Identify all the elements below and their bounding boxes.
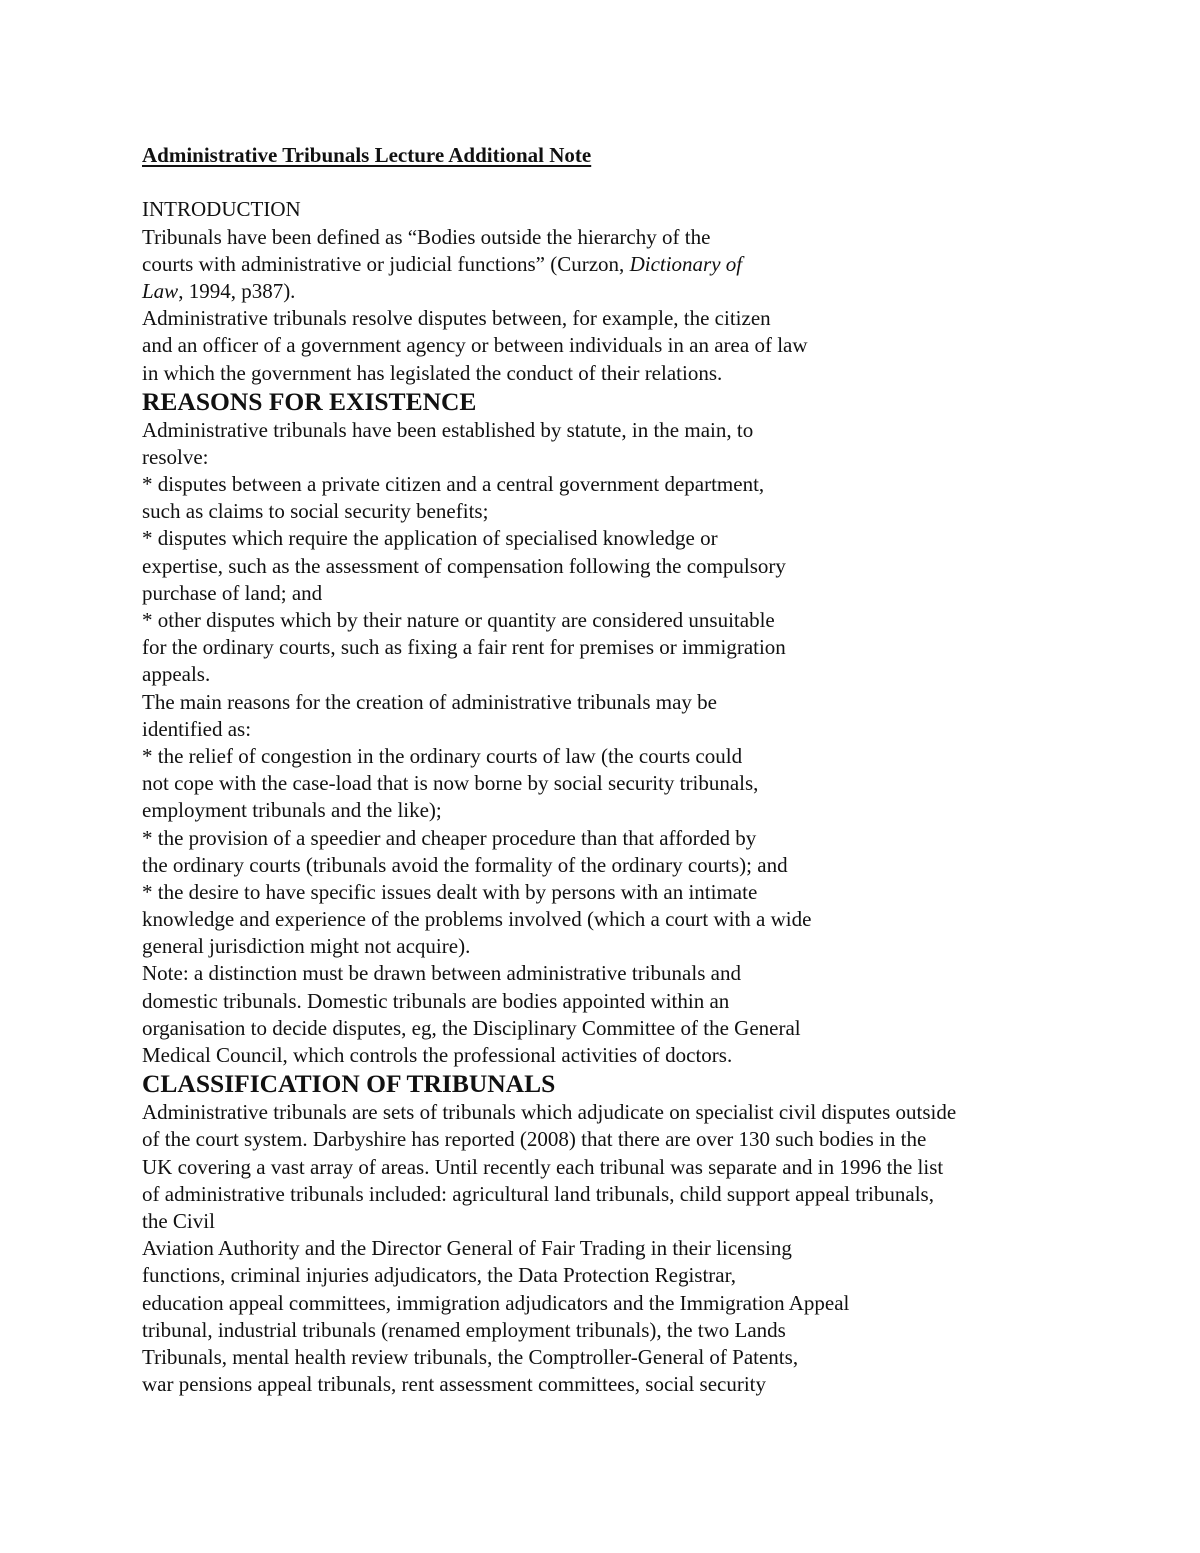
- paragraph-line: employment tribunals and the like);: [142, 798, 442, 823]
- section-heading-classification: CLASSIFICATION OF TRIBUNALS: [142, 1069, 556, 1099]
- paragraph-line: domestic tribunals. Domestic tribunals are bodies appointed within an: [142, 988, 730, 1013]
- paragraph-line: Administrative tribunals resolve disputes between, for example, the citizen: [142, 306, 771, 331]
- paragraph-line: tribunal, industrial tribunals (renamed employment tribunals), the two Lands: [142, 1317, 786, 1342]
- text-run: , 1994, p387).: [178, 278, 296, 303]
- paragraph-line: and an officer of a government agency or between individuals in an area of law: [142, 333, 808, 358]
- paragraph-line: the Civil: [142, 1208, 215, 1233]
- paragraph-line: * the relief of congestion in the ordinary courts of law (the courts could: [142, 743, 743, 768]
- paragraph-line: Tribunals, mental health review tribunals, the Comptroller-General of Patents,: [142, 1344, 799, 1369]
- paragraph-line: of administrative tribunals included: agricultural land tribunals, child support appeal tribunals,: [142, 1181, 934, 1206]
- paragraph-line: * other disputes which by their nature or quantity are considered unsuitable: [142, 608, 775, 632]
- paragraph-line: * disputes which require the application of specialised knowledge or: [142, 526, 718, 551]
- paragraph-line: general jurisdiction might not acquire).: [142, 934, 471, 959]
- section-heading-introduction: INTRODUCTION: [142, 197, 301, 222]
- paragraph-line: purchase of land; and: [142, 580, 323, 605]
- classification-text: [142, 1099, 1082, 1398]
- paragraph-line: Note: a distinction must be drawn between administrative tribunals and: [142, 961, 741, 986]
- paragraph-line: for the ordinary courts, such as fixing a fair rent for premises or immigration: [142, 635, 786, 660]
- paragraph-line: education appeal committees, immigration adjudicators and the Immigration Appeal: [142, 1290, 850, 1315]
- section-heading-reasons: REASONS FOR EXISTENCE: [142, 386, 477, 416]
- paragraph-line: Administrative tribunals have been established by statute, in the main, to: [142, 417, 754, 442]
- paragraph-line: organisation to decide disputes, eg, the Disciplinary Committee of the General: [142, 1015, 801, 1040]
- paragraph-line: functions, criminal injuries adjudicators, the Data Protection Registrar,: [142, 1263, 736, 1288]
- paragraph-line: [142, 251, 1082, 278]
- paragraph-line: * disputes between a private citizen and a central government department,: [142, 472, 765, 497]
- paragraph-line: the ordinary courts (tribunals avoid the formality of the ordinary courts); and: [142, 852, 788, 877]
- paragraph-line: not cope with the case-load that is now borne by social security tribunals,: [142, 771, 759, 796]
- paragraph-line: Administrative tribunals are sets of tribunals which adjudicate on specialist civil disputes outside: [142, 1100, 957, 1125]
- italic-citation: Dictionary of: [629, 251, 743, 276]
- paragraph-line: such as claims to social security benefits;: [142, 499, 489, 524]
- document-body: [142, 142, 1082, 1398]
- paragraph-line: war pensions appeal tribunals, rent assessment committees, social security: [142, 1372, 767, 1397]
- paragraph-line: identified as:: [142, 716, 252, 741]
- text-run: courts with administrative or judicial functions” (Curzon,: [142, 251, 630, 276]
- paragraph-line: * the desire to have specific issues dealt with by persons with an intimate: [142, 879, 758, 904]
- paragraph-line: Tribunals have been defined as “Bodies outside the hierarchy of the: [142, 224, 711, 249]
- reasons-text: [142, 417, 1082, 1070]
- paragraph-line: UK covering a vast array of areas. Until recently each tribunal was separate and in 1996 the list: [142, 1154, 944, 1179]
- paragraph-line: Aviation Authority and the Director General of Fair Trading in their licensing: [142, 1236, 792, 1261]
- paragraph-line: The main reasons for the creation of administrative tribunals may be: [142, 689, 717, 714]
- paragraph-line: appeals.: [142, 662, 211, 687]
- document-title: Administrative Tribunals Lecture Additional Note: [142, 143, 592, 167]
- paragraph-line: knowledge and experience of the problems involved (which a court with a wide: [142, 907, 812, 932]
- paragraph-line: [142, 278, 1082, 305]
- paragraph-line: resolve:: [142, 444, 209, 469]
- paragraph-line: in which the government has legislated the conduct of their relations.: [142, 360, 723, 385]
- paragraph-line: * the provision of a speedier and cheaper procedure than that afforded by: [142, 825, 757, 850]
- italic-citation: Law: [142, 278, 179, 303]
- paragraph-line: of the court system. Darbyshire has reported (2008) that there are over 130 such bodies in the: [142, 1127, 927, 1152]
- paragraph-line: Medical Council, which controls the professional activities of doctors.: [142, 1043, 733, 1067]
- spacer: [142, 169, 1082, 196]
- paragraph-line: expertise, such as the assessment of compensation following the compulsory: [142, 553, 786, 578]
